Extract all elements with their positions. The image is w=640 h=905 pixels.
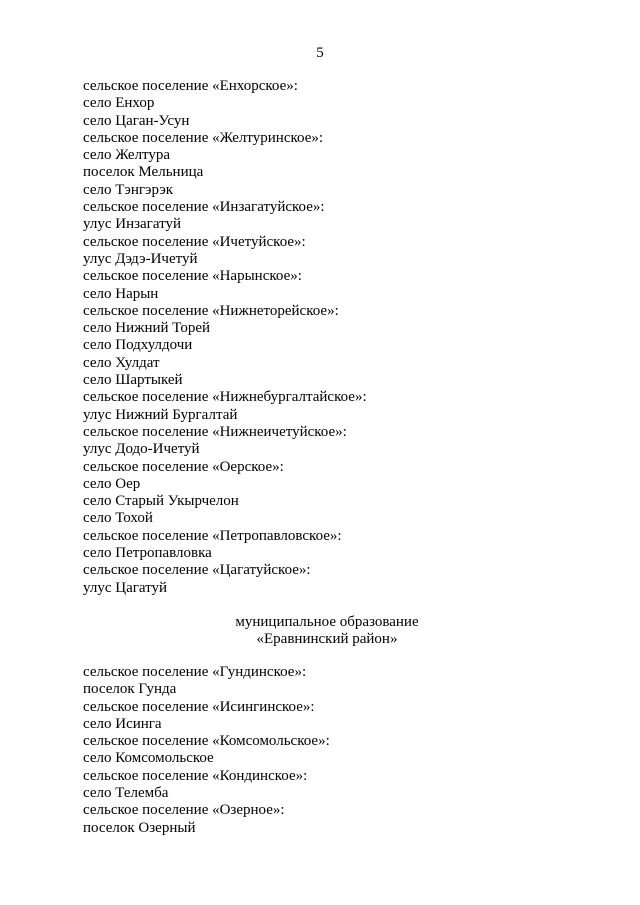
locality-item: село Енхор [83,95,155,112]
settlement-header: сельское поселение «Цагатуйское»: [83,562,311,579]
heading-line-1: муниципальное образование [235,614,419,630]
locality-item: село Тэнгэрэк [83,181,174,198]
locality-item: село Подхулдочи [83,337,193,354]
settlement-header: сельское поселение «Гундинское»: [83,664,307,680]
locality-item: село Нарын [83,285,159,302]
locality-item: поселок Мельница [83,164,204,181]
locality-item: поселок Озерный [83,819,196,836]
settlement-header: сельское поселение «Оерское»: [83,458,284,475]
settlement-header: сельское поселение «Нижнебургалтайское»: [83,389,367,406]
locality-item: село Комсомольское [83,750,214,767]
locality-item: село Хулдат [83,354,160,371]
section-heading [227,614,427,649]
locality-item: улус Додо-Ичетуй [83,441,200,458]
locality-item: улус Инзагатуй [83,216,181,233]
settlement-list-1 [83,78,367,597]
settlement-header: сельское поселение «Ичетуйское»: [83,233,306,250]
settlement-header: сельское поселение «Петропавловское»: [83,527,342,544]
settlement-header: сельское поселение «Кондинское»: [83,767,308,784]
page-number: 5 [316,45,324,61]
settlement-header: сельское поселение «Нарынское»: [83,268,302,285]
locality-item: село Телемба [83,785,169,802]
settlement-header: сельское поселение «Комсомольское»: [83,733,330,750]
locality-item: село Оер [83,475,141,492]
locality-item: село Тохой [83,510,153,527]
settlement-header: сельское поселение «Енхорское»: [83,78,298,94]
locality-item: улус Дэдэ-Ичетуй [83,250,198,267]
locality-item: село Петропавловка [83,545,212,562]
settlement-header: сельское поселение «Нижнеичетуйское»: [83,423,347,440]
heading-line-2: «Еравнинский район» [256,631,398,648]
settlement-list-2 [83,664,330,837]
locality-item: поселок Гунда [83,681,177,698]
locality-item: село Шартыкей [83,372,183,389]
settlement-header: сельское поселение «Озерное»: [83,802,285,819]
locality-item: село Нижний Торей [83,320,211,337]
locality-item: село Старый Укырчелон [83,493,239,510]
locality-item: улус Нижний Бургалтай [83,406,238,423]
locality-item: село Исинга [83,715,162,732]
locality-item: село Желтура [83,147,171,164]
locality-item: село Цаган-Усун [83,112,190,129]
settlement-header: сельское поселение «Желтуринское»: [83,129,324,146]
locality-item: улус Цагатуй [83,579,168,596]
settlement-header: сельское поселение «Инзагатуйское»: [83,199,325,216]
settlement-header: сельское поселение «Исингинское»: [83,698,315,715]
settlement-header: сельское поселение «Нижнеторейское»: [83,302,339,319]
